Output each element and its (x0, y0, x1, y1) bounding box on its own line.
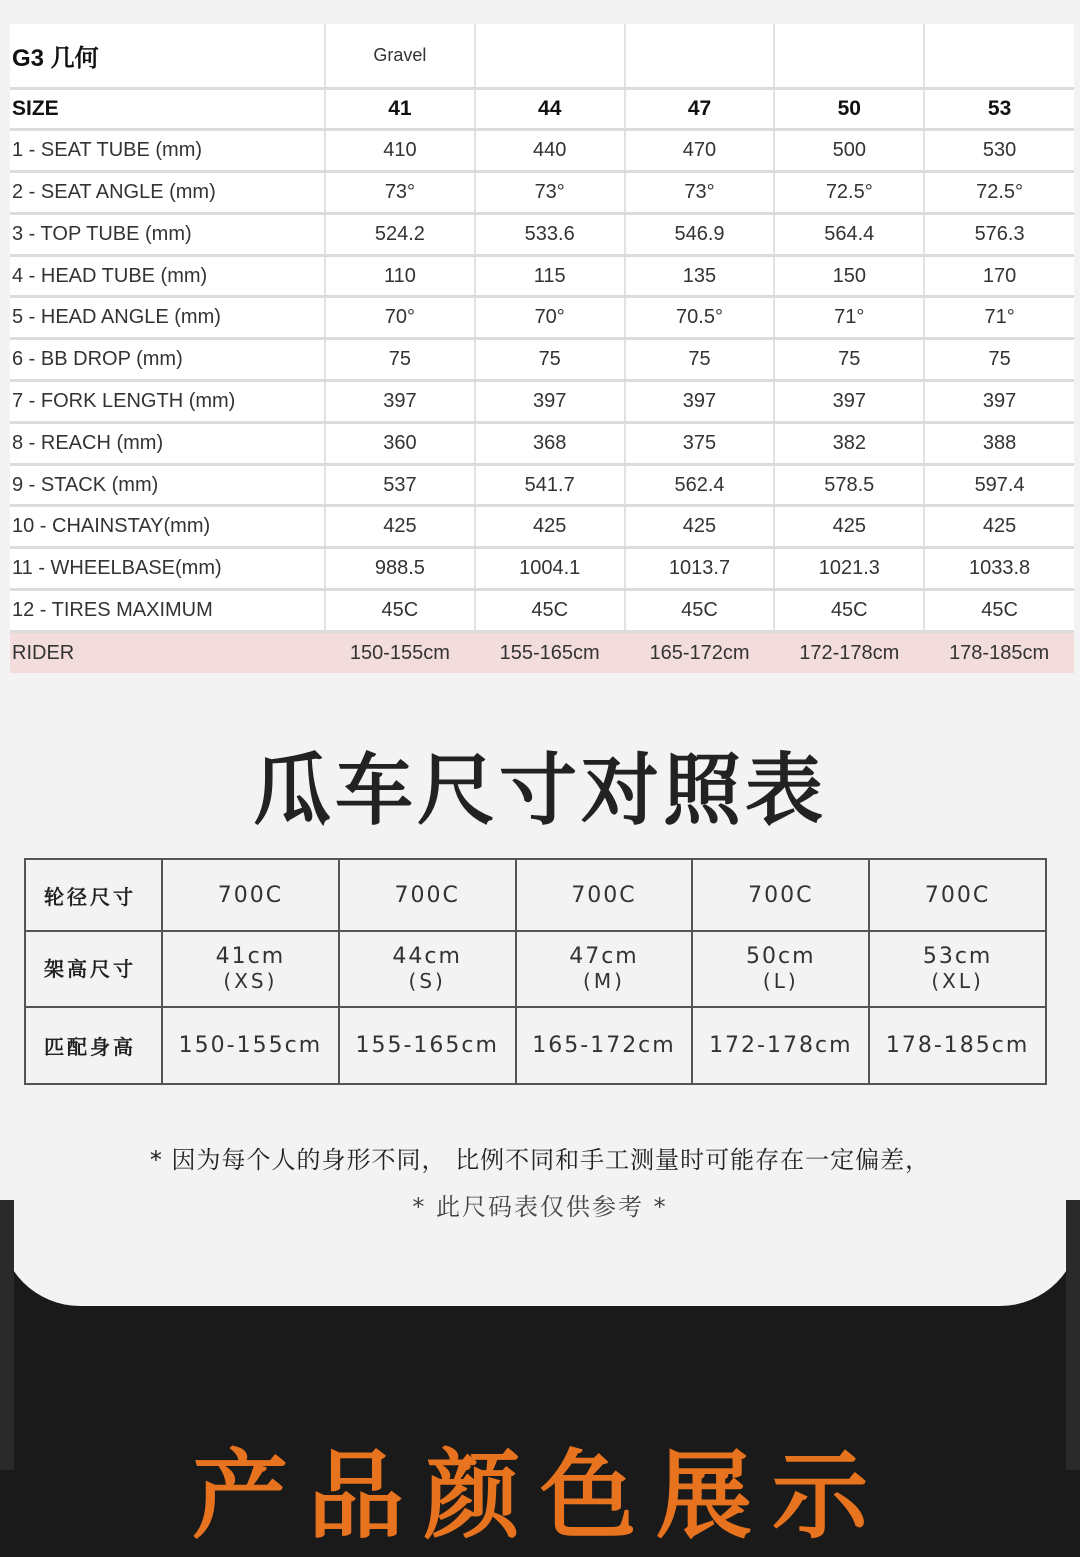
geometry-row (10, 213, 1074, 255)
geometry-value: 75 (625, 339, 775, 381)
geometry-value: 1004.1 (475, 548, 625, 590)
bike-category: Gravel (325, 24, 475, 88)
frame-size-code: (L) (762, 969, 799, 993)
geometry-value: 375 (625, 422, 775, 464)
geometry-value: 70° (475, 297, 625, 339)
rider-height: 165-172cm (625, 631, 775, 673)
size-value: 47 (625, 88, 775, 130)
geometry-row-label: 4 - HEAD TUBE (mm) (10, 255, 325, 297)
wheel-size-value: 700C (516, 859, 693, 931)
rider-row (10, 631, 1074, 673)
geometry-value: 45C (924, 590, 1074, 632)
geometry-value: 71° (774, 297, 924, 339)
rider-height-value: 172-178cm (692, 1007, 869, 1084)
size-chart-heading: 瓜车尺寸对照表 (252, 746, 827, 836)
wheel-size-row (25, 859, 1046, 931)
geometry-value: 45C (325, 590, 475, 632)
size-value: 53 (924, 88, 1074, 130)
geometry-row (10, 130, 1074, 172)
rider-height: 155-165cm (475, 631, 625, 673)
rider-height-value: 150-155cm (162, 1007, 339, 1084)
frame-size-cm: 44cm (392, 944, 462, 969)
frame-size-cm: 50cm (746, 944, 816, 969)
geometry-value: 368 (475, 422, 625, 464)
geometry-value: 546.9 (625, 213, 775, 255)
empty-cell (625, 24, 775, 88)
geometry-row-label: 1 - SEAT TUBE (mm) (10, 130, 325, 172)
geometry-value: 410 (325, 130, 475, 172)
wheel-size-value: 700C (692, 859, 869, 931)
geometry-row-label: 9 - STACK (mm) (10, 464, 325, 506)
geometry-value: 135 (625, 255, 775, 297)
geometry-value: 72.5° (924, 172, 1074, 214)
wheel-size-label: 轮径尺寸 (25, 859, 162, 931)
geometry-value: 576.3 (924, 213, 1074, 255)
geometry-title-row (10, 24, 1074, 88)
frame-size-code: (XL) (931, 969, 984, 993)
frame-size-cm: 53cm (922, 944, 993, 969)
geometry-value: 533.6 (475, 213, 625, 255)
geometry-value: 541.7 (475, 464, 625, 506)
wheel-size-value: 700C (162, 859, 339, 931)
geometry-value: 72.5° (774, 172, 924, 214)
geometry-value: 425 (924, 506, 1074, 548)
rider-height-value: 178-185cm (869, 1007, 1046, 1084)
geometry-row (10, 464, 1074, 506)
size-header-row (10, 88, 1074, 130)
geometry-value: 110 (325, 255, 475, 297)
geometry-row (10, 506, 1074, 548)
wheel-size-value: 700C (339, 859, 516, 931)
disclaimer-note: * 因为每个人的身形不同， 比例不同和手工测量时可能存在一定偏差， (149, 1146, 931, 1174)
geometry-value: 425 (325, 506, 475, 548)
geometry-value: 397 (774, 381, 924, 423)
geometry-value: 425 (774, 506, 924, 548)
geometry-value: 170 (924, 255, 1074, 297)
geometry-value: 1033.8 (924, 548, 1074, 590)
geometry-value: 425 (475, 506, 625, 548)
size-value: 41 (325, 88, 475, 130)
geometry-value: 397 (325, 381, 475, 423)
empty-cell (774, 24, 924, 88)
geometry-value: 597.4 (924, 464, 1074, 506)
frame-size-cell (692, 931, 869, 1007)
geometry-row-label: 12 - TIRES MAXIMUM (10, 590, 325, 632)
geometry-value: 440 (475, 130, 625, 172)
geometry-value: 1021.3 (774, 548, 924, 590)
geometry-value: 524.2 (325, 213, 475, 255)
frame-size-label: 架高尺寸 (25, 931, 162, 1007)
geometry-value: 578.5 (774, 464, 924, 506)
size-value: 50 (774, 88, 924, 130)
geometry-value: 500 (774, 130, 924, 172)
geometry-value: 75 (924, 339, 1074, 381)
geometry-row-label: 10 - CHAINSTAY(mm) (10, 506, 325, 548)
geometry-row (10, 590, 1074, 632)
geometry-value: 75 (325, 339, 475, 381)
rider-height-value: 155-165cm (339, 1007, 516, 1084)
frame-size-cell (516, 931, 693, 1007)
frame-size-code: (S) (408, 969, 446, 993)
geometry-value: 70.5° (625, 297, 775, 339)
frame-size-cell (162, 931, 339, 1007)
size-chart-table (24, 858, 1047, 1085)
geometry-value: 530 (924, 130, 1074, 172)
geometry-value: 73° (625, 172, 775, 214)
frame-size-cell (869, 931, 1046, 1007)
frame-size-code: (XS) (223, 969, 278, 993)
geometry-row (10, 339, 1074, 381)
geometry-value: 360 (325, 422, 475, 464)
rider-height: 178-185cm (924, 631, 1074, 673)
geometry-row-label: 2 - SEAT ANGLE (mm) (10, 172, 325, 214)
geometry-value: 45C (625, 590, 775, 632)
frame-size-row (25, 931, 1046, 1007)
rider-height: 150-155cm (325, 631, 475, 673)
geometry-value: 45C (475, 590, 625, 632)
geometry-title: G3 几何 (10, 24, 325, 88)
geometry-value: 988.5 (325, 548, 475, 590)
geometry-row (10, 381, 1074, 423)
geometry-value: 71° (924, 297, 1074, 339)
geometry-row (10, 297, 1074, 339)
geometry-row-label: 6 - BB DROP (mm) (10, 339, 325, 381)
wheel-size-value: 700C (869, 859, 1046, 931)
geometry-value: 1013.7 (625, 548, 775, 590)
geometry-value: 382 (774, 422, 924, 464)
geometry-row (10, 255, 1074, 297)
geometry-row-label: 5 - HEAD ANGLE (mm) (10, 297, 325, 339)
empty-cell (475, 24, 625, 88)
geometry-value: 75 (774, 339, 924, 381)
frame-size-cell (339, 931, 516, 1007)
geometry-value: 73° (325, 172, 475, 214)
geometry-value: 425 (625, 506, 775, 548)
geometry-row-label: 7 - FORK LENGTH (mm) (10, 381, 325, 423)
frame-size-code: (M) (583, 969, 625, 993)
geometry-value: 397 (625, 381, 775, 423)
size-label: SIZE (10, 88, 325, 130)
size-value: 44 (475, 88, 625, 130)
geometry-row (10, 422, 1074, 464)
geometry-value: 73° (475, 172, 625, 214)
geometry-row-label: 3 - TOP TUBE (mm) (10, 213, 325, 255)
geometry-table (10, 24, 1074, 673)
geometry-row (10, 548, 1074, 590)
geometry-value: 75 (475, 339, 625, 381)
geometry-row (10, 172, 1074, 214)
geometry-value: 70° (325, 297, 475, 339)
frame-size-cm: 41cm (215, 944, 286, 969)
geometry-value: 470 (625, 130, 775, 172)
rider-height-label: 匹配身高 (25, 1007, 162, 1084)
rider-height-row (25, 1007, 1046, 1084)
geometry-value: 537 (325, 464, 475, 506)
geometry-value: 397 (475, 381, 625, 423)
frame-size-cm: 47cm (569, 944, 639, 969)
geometry-row-label: 11 - WHEELBASE(mm) (10, 548, 325, 590)
rider-height-value: 165-172cm (516, 1007, 693, 1084)
geometry-value: 564.4 (774, 213, 924, 255)
rider-height: 172-178cm (774, 631, 924, 673)
geometry-value: 388 (924, 422, 1074, 464)
geometry-value: 562.4 (625, 464, 775, 506)
geometry-value: 397 (924, 381, 1074, 423)
geometry-value: 45C (774, 590, 924, 632)
empty-cell (924, 24, 1074, 88)
geometry-value: 150 (774, 255, 924, 297)
reference-note: * 此尺码表仅供参考 * (412, 1193, 668, 1221)
geometry-value: 115 (475, 255, 625, 297)
rider-label: RIDER (10, 631, 325, 673)
geometry-row-label: 8 - REACH (mm) (10, 422, 325, 464)
color-showcase-heading: 产品颜色展示 (192, 1440, 888, 1552)
